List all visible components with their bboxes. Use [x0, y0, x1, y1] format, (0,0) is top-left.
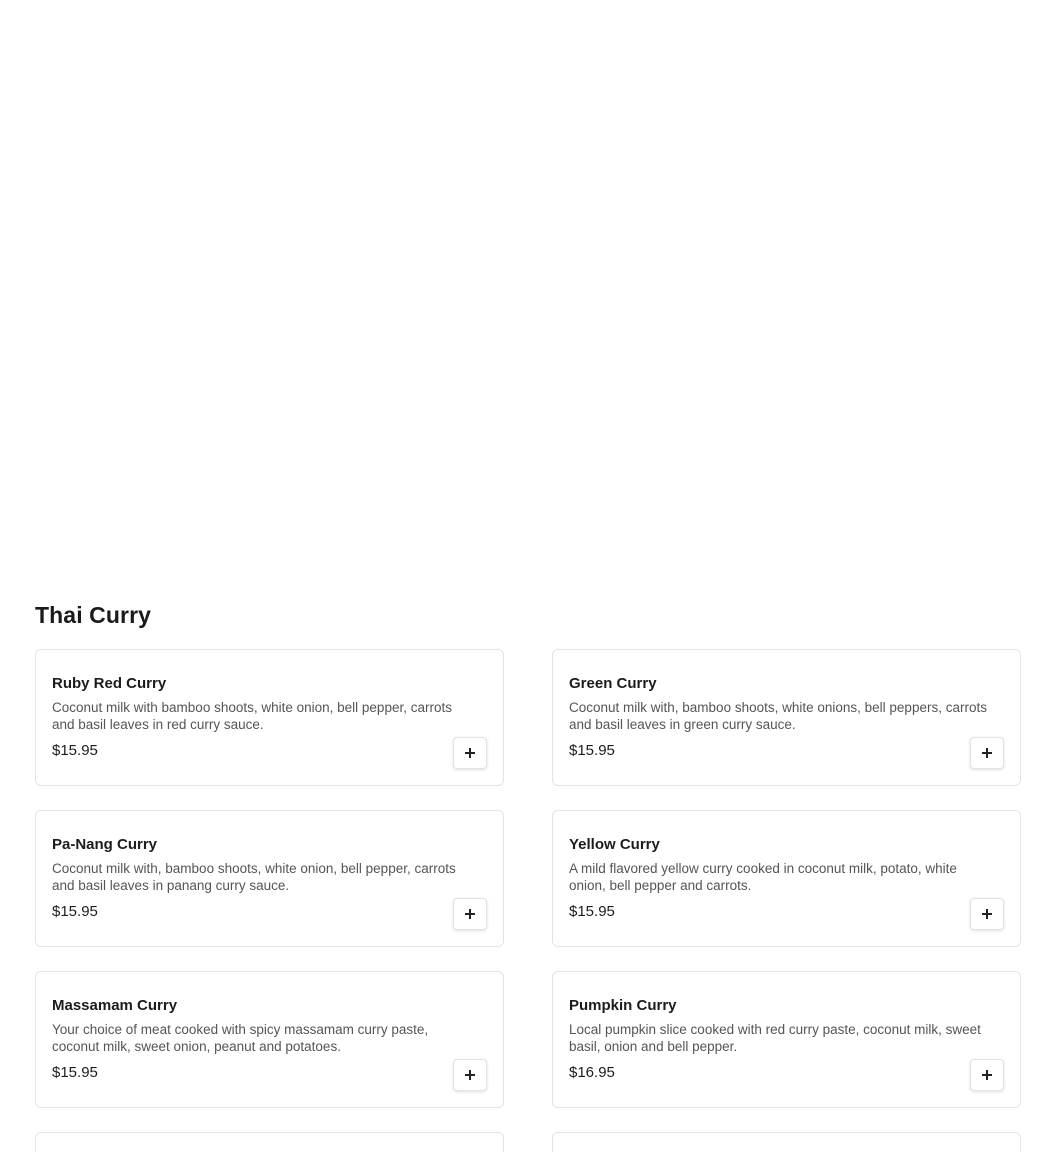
menu-item-price: $15.95: [569, 903, 615, 920]
menu-item-name: Pa-Nang Curry: [52, 836, 158, 853]
menu-item-card-partial[interactable]: [552, 1132, 1021, 1152]
add-to-cart-button[interactable]: [970, 737, 1004, 769]
menu-item-description: Coconut milk with, bamboo shoots, white onions, bell peppers, carrots and basil leaves in green curry sauce.: [569, 700, 987, 732]
menu-item-name: Massamam Curry: [52, 997, 178, 1014]
menu-item-description: Local pumpkin slice cooked with red curry paste, coconut milk, sweet basil, onion and bell pepper.: [569, 1022, 981, 1054]
plus-icon: [465, 1070, 475, 1080]
menu-item-card[interactable]: [552, 649, 1021, 786]
menu-item-description: Coconut milk with, bamboo shoots, white onion, bell pepper, carrots and basil leaves in panang curry sauce.: [52, 861, 456, 893]
plus-icon: [982, 909, 992, 919]
menu-item-card[interactable]: [552, 810, 1021, 947]
menu-item-name: Pumpkin Curry: [569, 997, 677, 1014]
plus-icon: [982, 1070, 992, 1080]
menu-item-description: Coconut milk with bamboo shoots, white onion, bell pepper, carrots and basil leaves in red curry sauce.: [52, 700, 452, 732]
section-title: Thai Curry: [35, 602, 152, 628]
menu-item-name: Green Curry: [569, 675, 657, 692]
menu-item-card[interactable]: [552, 971, 1021, 1108]
add-to-cart-button[interactable]: [970, 898, 1004, 930]
menu-item-card-partial[interactable]: [35, 1132, 504, 1152]
menu-item-price: $15.95: [569, 742, 615, 759]
menu-item-price: $15.95: [52, 742, 98, 759]
add-to-cart-button[interactable]: [453, 1059, 487, 1091]
menu-item-card[interactable]: [35, 971, 504, 1108]
menu-item-card[interactable]: [35, 810, 504, 947]
menu-item-name: Yellow Curry: [569, 836, 660, 853]
add-to-cart-button[interactable]: [453, 898, 487, 930]
menu-item-card[interactable]: [35, 649, 504, 786]
menu-item-grid: [35, 649, 1021, 1152]
menu-item-name: Ruby Red Curry: [52, 675, 167, 692]
add-to-cart-button[interactable]: [453, 737, 487, 769]
add-to-cart-button[interactable]: [970, 1059, 1004, 1091]
plus-icon: [465, 748, 475, 758]
menu-item-price: $16.95: [569, 1064, 615, 1081]
plus-icon: [465, 909, 475, 919]
menu-section-thai-curry: [35, 598, 1021, 1081]
plus-icon: [982, 748, 992, 758]
menu-item-price: $15.95: [52, 903, 98, 920]
menu-item-description: A mild flavored yellow curry cooked in coconut milk, potato, white onion, bell pepper and carrots.: [569, 861, 957, 893]
menu-item-price: $15.95: [52, 1064, 98, 1081]
menu-item-description: Your choice of meat cooked with spicy massamam curry paste, coconut milk, sweet onion, peanut and potatoes.: [52, 1022, 429, 1054]
